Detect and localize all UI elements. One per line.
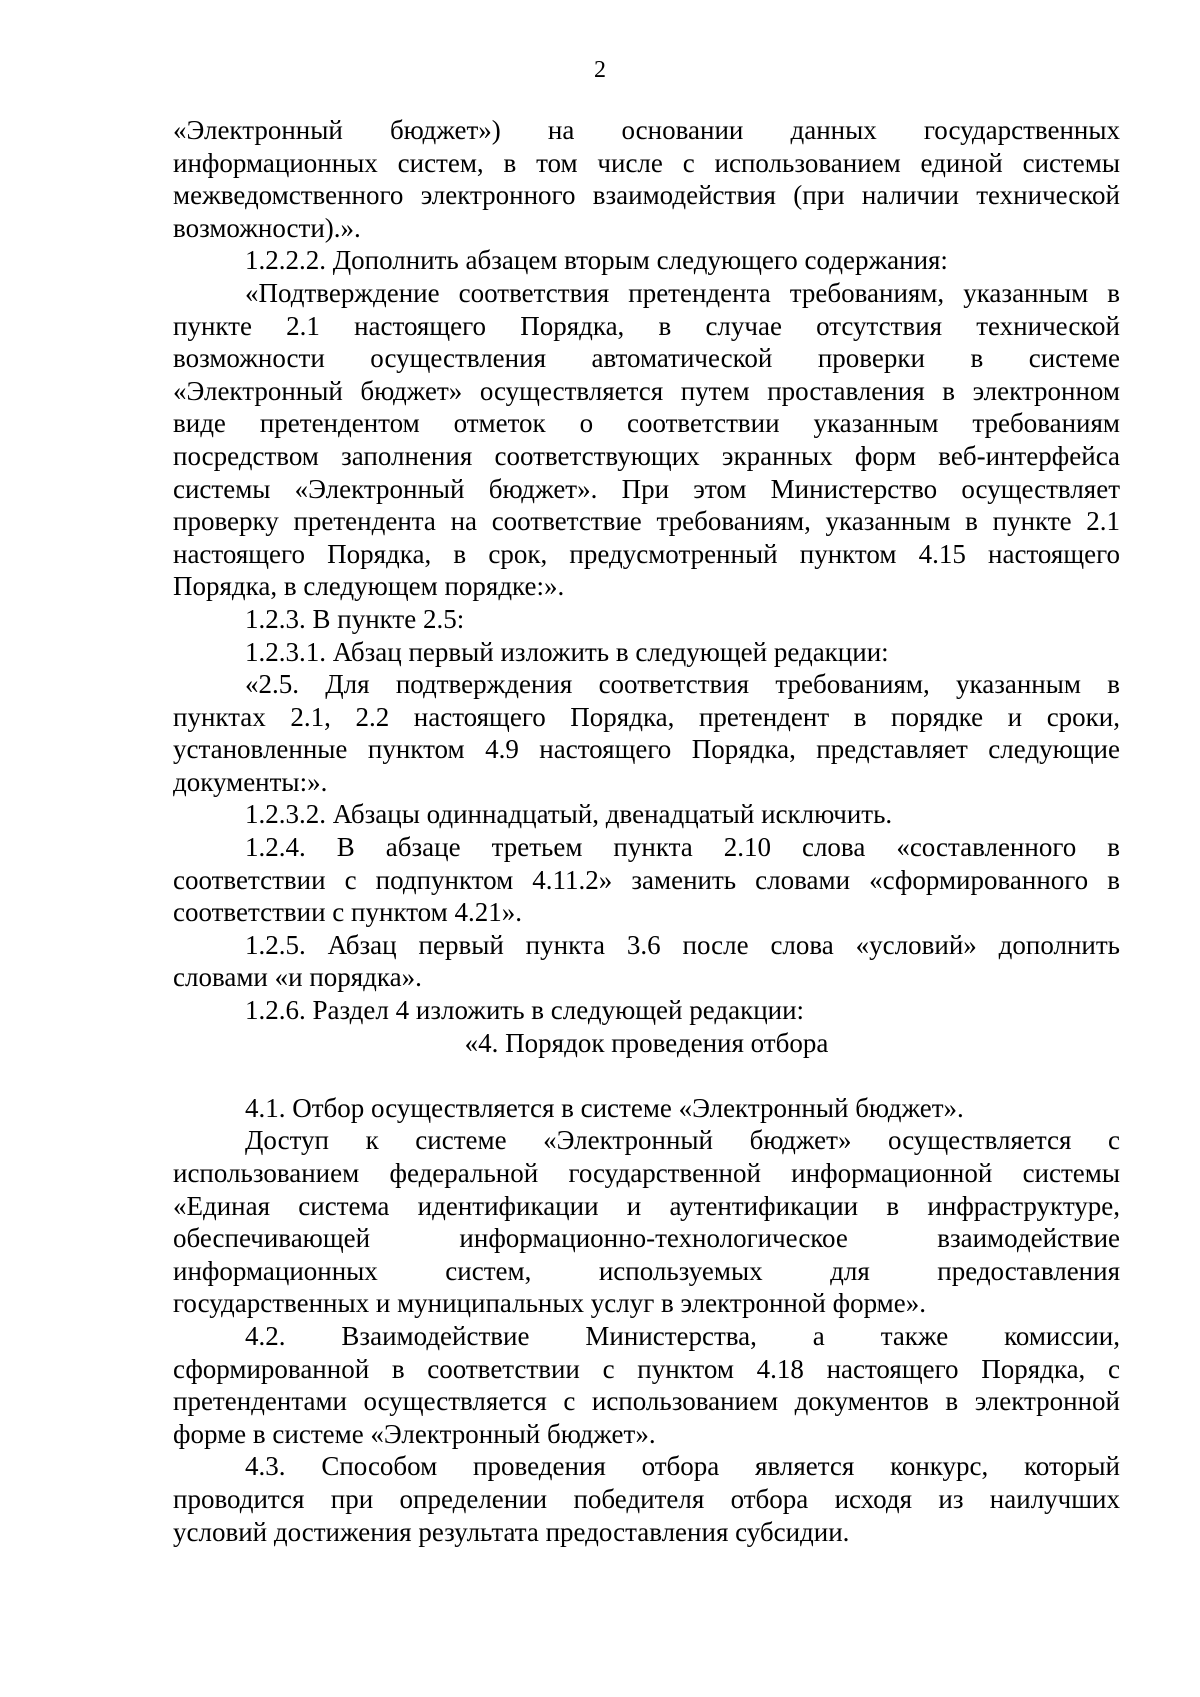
paragraph: [173, 1092, 1120, 1125]
text-line: проверку претендента на соответствие требованиям, указанным в пункте 2.1: [173, 506, 1120, 537]
text-line: «2.5. Для подтверждения соответствия требованиям, указанным в: [245, 669, 1120, 700]
paragraph: [173, 114, 1120, 244]
text-line: сформированной в соответствии с пунктом 4.18 настоящего Порядка, с: [173, 1353, 1120, 1384]
text-line: пункте 2.1 настоящего Порядка, в случае отсутствия технической: [173, 310, 1120, 341]
text-line: форме в системе «Электронный бюджет».: [173, 1418, 656, 1449]
text-line: посредством заполнения соответствующих экранных форм веб-интерфейса: [173, 440, 1120, 471]
text-line: использованием федеральной государственной информационной системы: [173, 1158, 1120, 1188]
text-line: претендентами осуществляется с использованием документов в электронной: [173, 1386, 1120, 1417]
text-line: 1.2.5. Абзац первый пункта 3.6 после слова «условий» дополнить: [245, 929, 1120, 960]
paragraph: [173, 636, 1120, 669]
text-line: возможности осуществления автоматической проверки в системе: [173, 343, 1120, 374]
text-line: «Единая система идентификации и аутентификации в инфраструктуре,: [173, 1190, 1120, 1221]
blank-line: [173, 1059, 1120, 1092]
text-line: возможности).».: [173, 212, 361, 243]
text-line: 1.2.3.2. Абзацы одиннадцатый, двенадцатый исключить.: [245, 799, 893, 830]
text-line: 1.2.2.2. Дополнить абзацем вторым следующего содержания:: [245, 245, 948, 276]
text-line: информационных систем, используемых для предоставления: [173, 1255, 1120, 1286]
text-line: 1.2.3. В пункте 2.5:: [245, 603, 465, 634]
text-line: «Электронный бюджет» осуществляется путем проставления в электронном: [173, 375, 1120, 406]
paragraph: [173, 668, 1120, 798]
text-line: соответствии с пунктом 4.21».: [173, 897, 522, 928]
text-line: «Подтверждение соответствия претендента требованиям, указанным в: [245, 277, 1120, 308]
text-line: 4.2. Взаимодействие Министерства, а также комиссии,: [245, 1320, 1120, 1351]
text-line: настоящего Порядка, в срок, предусмотренный пунктом 4.15 настоящего: [173, 538, 1120, 569]
paragraph: [173, 831, 1120, 929]
text-line: документы:».: [173, 766, 328, 797]
text-line: обеспечивающей информационно-технологическое взаимодействие: [173, 1223, 1120, 1254]
text-line: 4.3. Способом проведения отбора является конкурс, который: [245, 1451, 1120, 1482]
text-line: виде претендентом отметок о соответствии указанным требованиям: [173, 408, 1120, 439]
text-line: установленные пунктом 4.9 настоящего Порядка, представляет следующие: [173, 734, 1120, 765]
text-line: Порядка, в следующем порядке:».: [173, 571, 565, 602]
text-line: проводится при определении победителя отбора исходя из наилучших: [173, 1483, 1120, 1514]
paragraph: [173, 994, 1120, 1027]
paragraph: [173, 603, 1120, 636]
text-line: условий достижения результата предоставления субсидии.: [173, 1516, 850, 1547]
text-line: государственных и муниципальных услуг в электронной форме».: [173, 1288, 926, 1319]
text-line: 1.2.6. Раздел 4 изложить в следующей редакции:: [245, 995, 805, 1026]
text-line: межведомственного электронного взаимодействия (при наличии технической: [173, 180, 1120, 211]
document-body: [173, 114, 1120, 1548]
text-line: 4.1. Отбор осуществляется в системе «Электронный бюджет».: [245, 1092, 964, 1123]
text-line: Доступ к системе «Электронный бюджет» осуществляется с: [245, 1125, 1120, 1156]
text-line: 1.2.4. В абзаце третьем пункта 2.10 слова «составленного в: [245, 832, 1120, 863]
page-number: 2: [594, 57, 606, 83]
text-line: словами «и порядка».: [173, 962, 422, 993]
text-line: «4. Порядок проведения отбора: [464, 1027, 829, 1058]
text-line: 1.2.3.1. Абзац первый изложить в следующей редакции:: [245, 636, 889, 667]
paragraph: [173, 798, 1120, 831]
text-line: системы «Электронный бюджет». При этом Министерство осуществляет: [173, 473, 1120, 504]
paragraph: [173, 1124, 1120, 1320]
text-line: пунктах 2.1, 2.2 настоящего Порядка, претендент в порядке и сроки,: [173, 701, 1120, 732]
text-line: «Электронный бюджет») на основании данных государственных: [173, 115, 1120, 145]
section-heading: [173, 1027, 1120, 1060]
paragraph: [173, 1320, 1120, 1450]
text-line: информационных систем, в том числе с использованием единой системы: [173, 147, 1120, 178]
paragraph: [173, 929, 1120, 994]
text-line: соответствии с подпунктом 4.11.2» заменить словами «сформированного в: [173, 864, 1120, 895]
paragraph: [173, 277, 1120, 603]
paragraph: [173, 244, 1120, 277]
paragraph: [173, 1450, 1120, 1548]
